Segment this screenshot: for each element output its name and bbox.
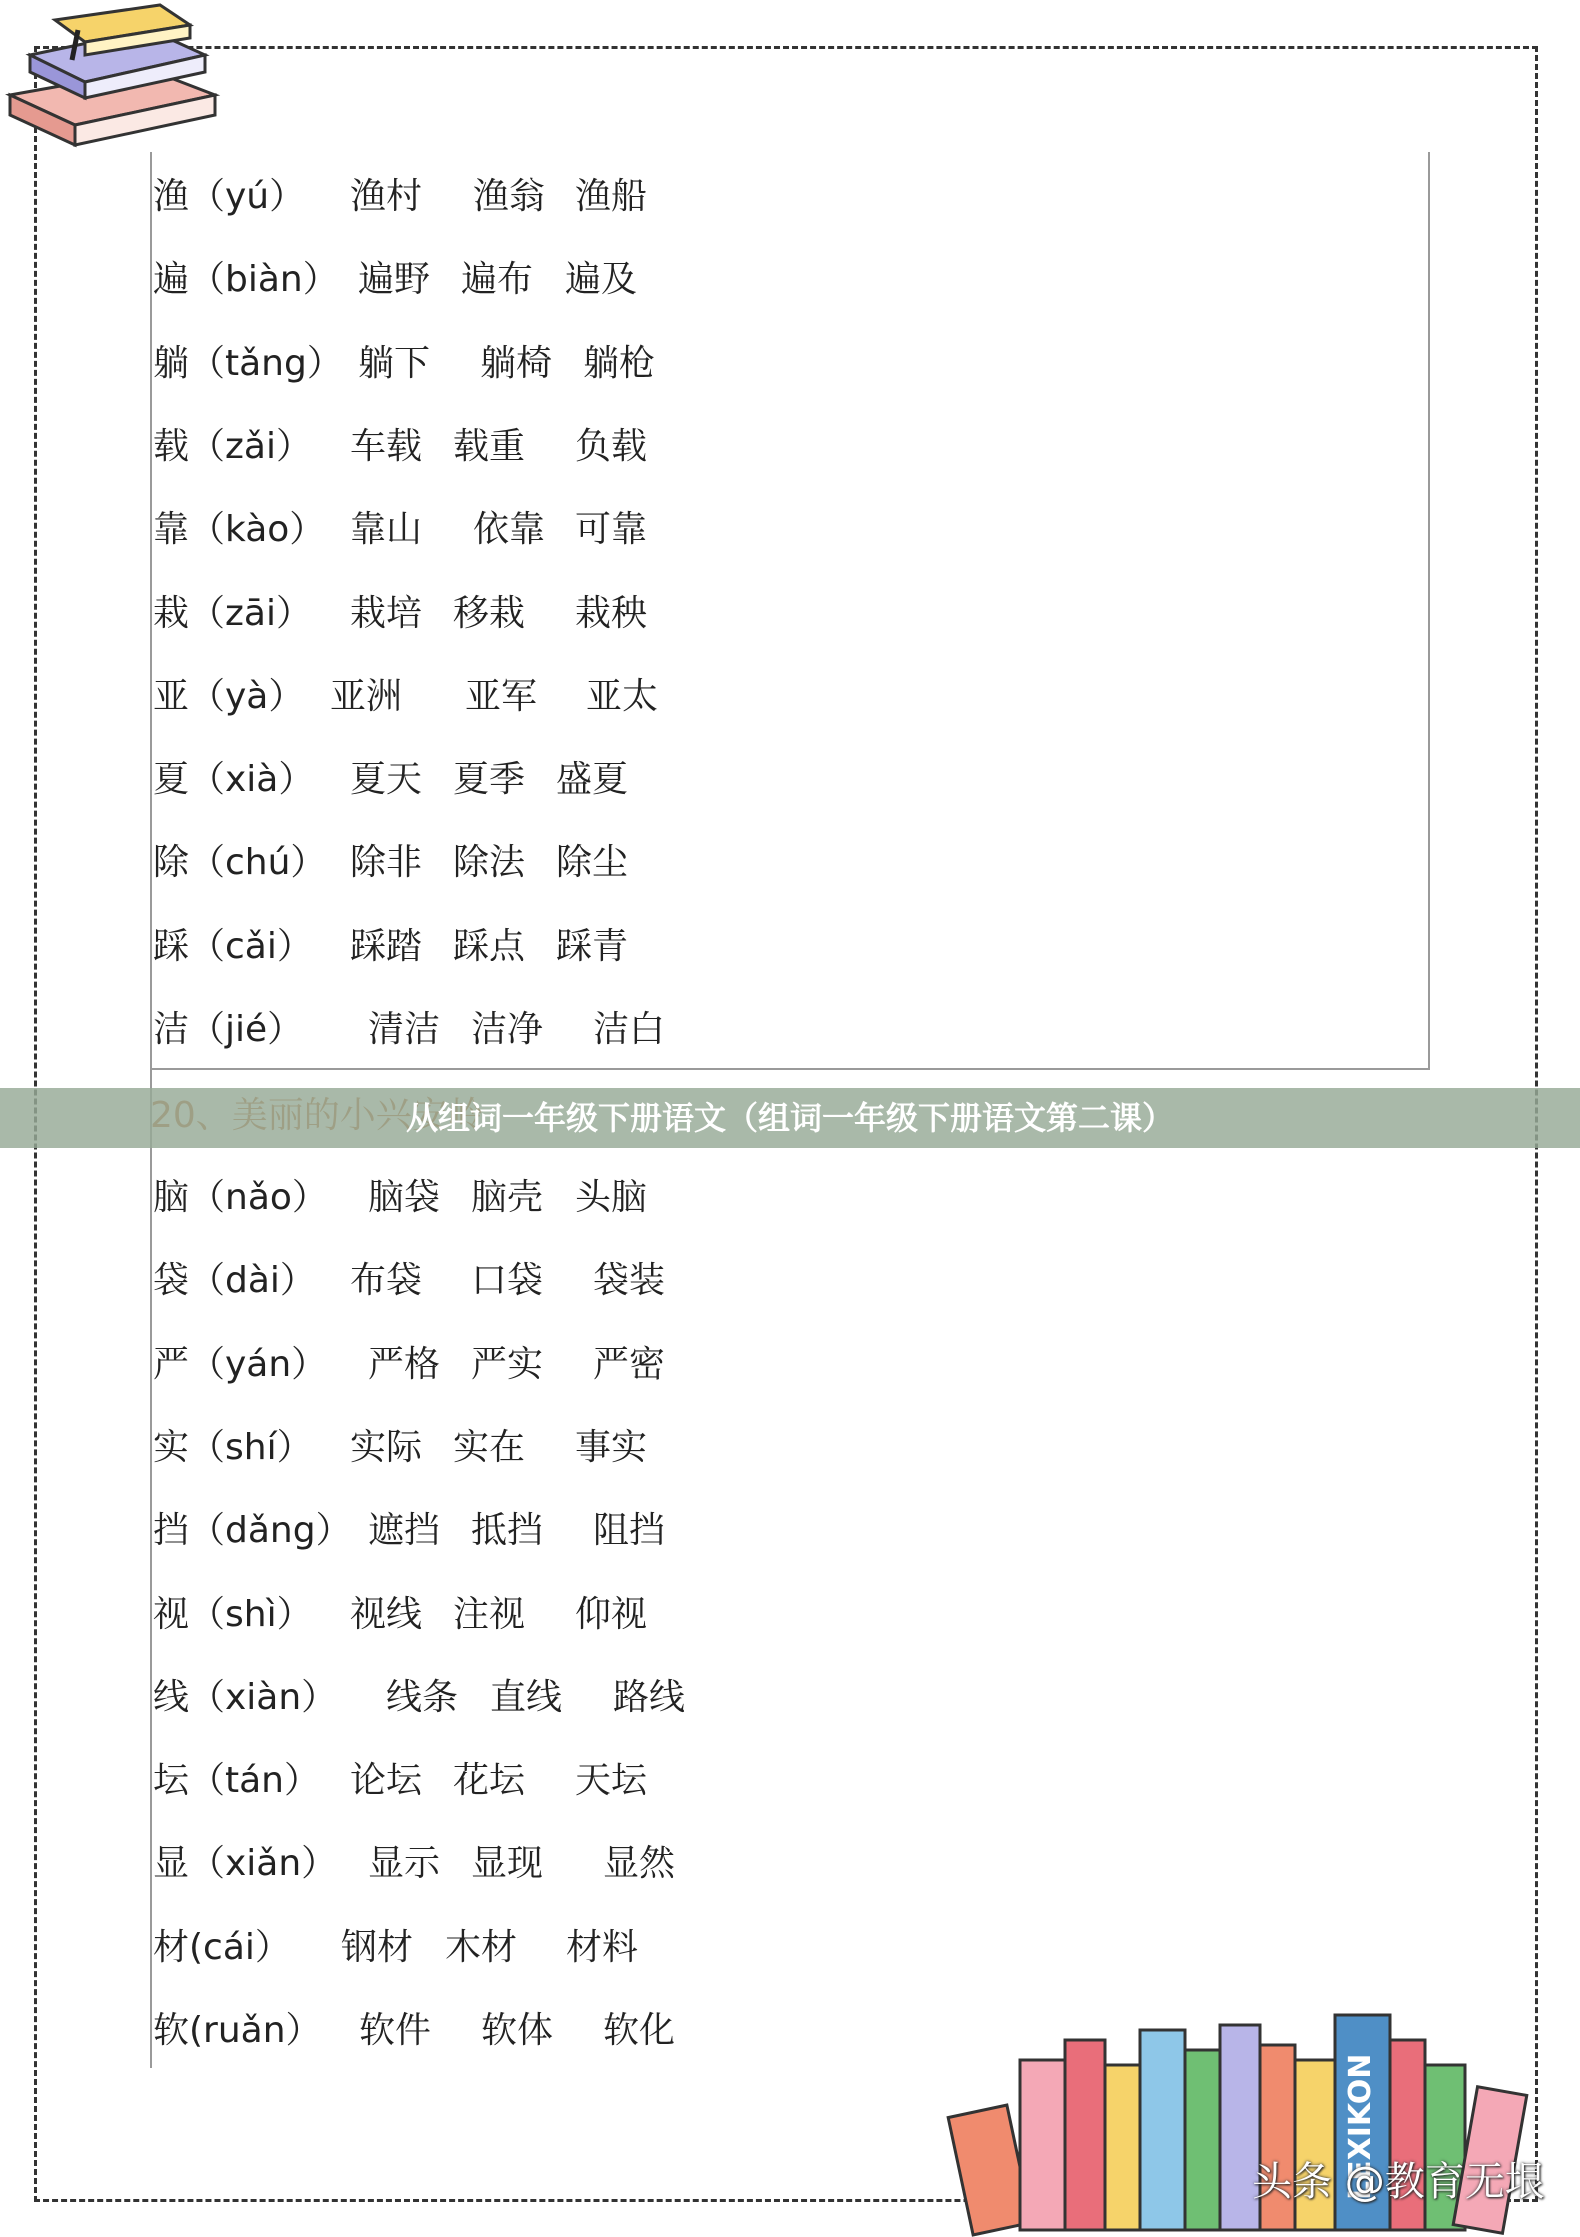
word: 躺枪 [583, 342, 656, 384]
word: 亚太 [586, 675, 659, 717]
word: 亚洲 [330, 675, 403, 717]
word: 载重 [453, 425, 526, 467]
char-pinyin: 夏（xià） [153, 759, 315, 801]
word: 栽培 [350, 592, 423, 634]
char-pinyin: 挡（dǎng） [153, 1510, 352, 1552]
word: 遍及 [565, 259, 638, 301]
word: 抵挡 [471, 1510, 544, 1552]
char-pinyin: 软(ruǎn） [153, 2010, 322, 2051]
word: 洁白 [593, 1009, 666, 1050]
word: 显示 [368, 1843, 441, 1885]
books-stack-icon [0, 0, 230, 150]
char-pinyin: 躺（tǎng） [153, 342, 343, 384]
char-pinyin: 坛（tán） [153, 1760, 320, 1802]
word: 花坛 [453, 1760, 526, 1802]
book-spine-text: LEXIKON [1343, 2053, 1378, 2200]
word: 钢材 [341, 1926, 414, 1968]
word: 直线 [490, 1676, 563, 1718]
word: 靠山 [350, 509, 423, 551]
word: 夏天 [350, 759, 423, 801]
word: 夏季 [453, 759, 526, 801]
word: 软化 [603, 2010, 676, 2051]
word: 注视 [453, 1593, 526, 1635]
word: 实际 [350, 1426, 423, 1468]
word: 可靠 [575, 509, 648, 551]
word: 显然 [603, 1843, 676, 1885]
word: 洁净 [471, 1009, 544, 1050]
char-pinyin: 渔（yú） [153, 176, 306, 217]
word: 路线 [613, 1676, 686, 1718]
watermark: 头条 @教育无垠 [1252, 2159, 1545, 2205]
char-pinyin: 脑（nǎo） [153, 1177, 328, 1218]
word: 严密 [593, 1343, 666, 1385]
word: 负载 [575, 425, 648, 467]
word: 遮挡 [368, 1510, 441, 1552]
char-pinyin: 载（zǎi） [153, 425, 312, 467]
char-pinyin: 严（yán） [153, 1343, 328, 1385]
word: 遍布 [461, 259, 534, 301]
word: 除非 [350, 842, 423, 884]
word: 脑袋 [368, 1177, 441, 1218]
word: 软件 [359, 2010, 432, 2051]
word: 实在 [453, 1426, 526, 1468]
word: 线条 [386, 1676, 459, 1718]
sheet-right-border [1428, 152, 1430, 1070]
word: 移栽 [453, 592, 526, 634]
char-pinyin: 靠（kào） [153, 509, 326, 551]
word: 软体 [481, 2010, 554, 2051]
word: 依靠 [473, 509, 546, 551]
word: 视线 [350, 1593, 423, 1635]
char-pinyin: 洁（jié） [153, 1009, 304, 1050]
word: 踩点 [453, 925, 526, 967]
word: 除尘 [556, 842, 629, 884]
char-pinyin: 实（shí） [153, 1426, 313, 1468]
word: 盛夏 [556, 759, 629, 801]
word: 渔船 [575, 176, 648, 217]
char-pinyin: 踩（cǎi） [153, 925, 313, 967]
word: 清洁 [368, 1009, 441, 1050]
word: 踩青 [556, 925, 629, 967]
char-pinyin: 除（chú） [153, 842, 327, 884]
word: 阻挡 [593, 1510, 666, 1552]
word: 材料 [566, 1926, 639, 1968]
section-divider [150, 1068, 1430, 1070]
word: 严格 [368, 1343, 441, 1385]
word: 袋装 [593, 1260, 666, 1302]
word: 亚军 [465, 675, 538, 717]
word: 严实 [471, 1343, 544, 1385]
word: 栽秧 [575, 592, 648, 634]
char-pinyin: 视（shì） [153, 1593, 313, 1635]
char-pinyin: 栽（zāi） [153, 592, 312, 634]
word: 遍野 [358, 259, 431, 301]
word: 仰视 [575, 1593, 648, 1635]
word: 渔翁 [473, 176, 546, 217]
char-pinyin: 遍（biàn） [153, 259, 339, 301]
word: 天坛 [575, 1760, 648, 1802]
word: 事实 [575, 1426, 648, 1468]
word: 论坛 [350, 1760, 423, 1802]
char-pinyin: 显（xiǎn） [153, 1843, 338, 1885]
word: 躺下 [358, 342, 431, 384]
word: 布袋 [350, 1260, 423, 1302]
char-pinyin: 亚（yà） [153, 675, 305, 717]
word: 木材 [445, 1926, 518, 1968]
word: 头脑 [575, 1177, 648, 1218]
char-pinyin: 材(cái） [153, 1926, 291, 1968]
word: 显现 [471, 1843, 544, 1885]
char-pinyin: 袋（dài） [153, 1260, 316, 1302]
word: 车载 [350, 425, 423, 467]
word: 脑壳 [471, 1177, 544, 1218]
word: 除法 [453, 842, 526, 884]
word: 踩踏 [350, 925, 423, 967]
word: 渔村 [350, 176, 423, 217]
word: 口袋 [471, 1260, 544, 1302]
word: 躺椅 [480, 342, 553, 384]
char-pinyin: 线（xiàn） [153, 1676, 338, 1718]
banner-title: 从组词一年级下册语文（组词一年级下册语文第二课） [405, 1099, 1174, 1137]
